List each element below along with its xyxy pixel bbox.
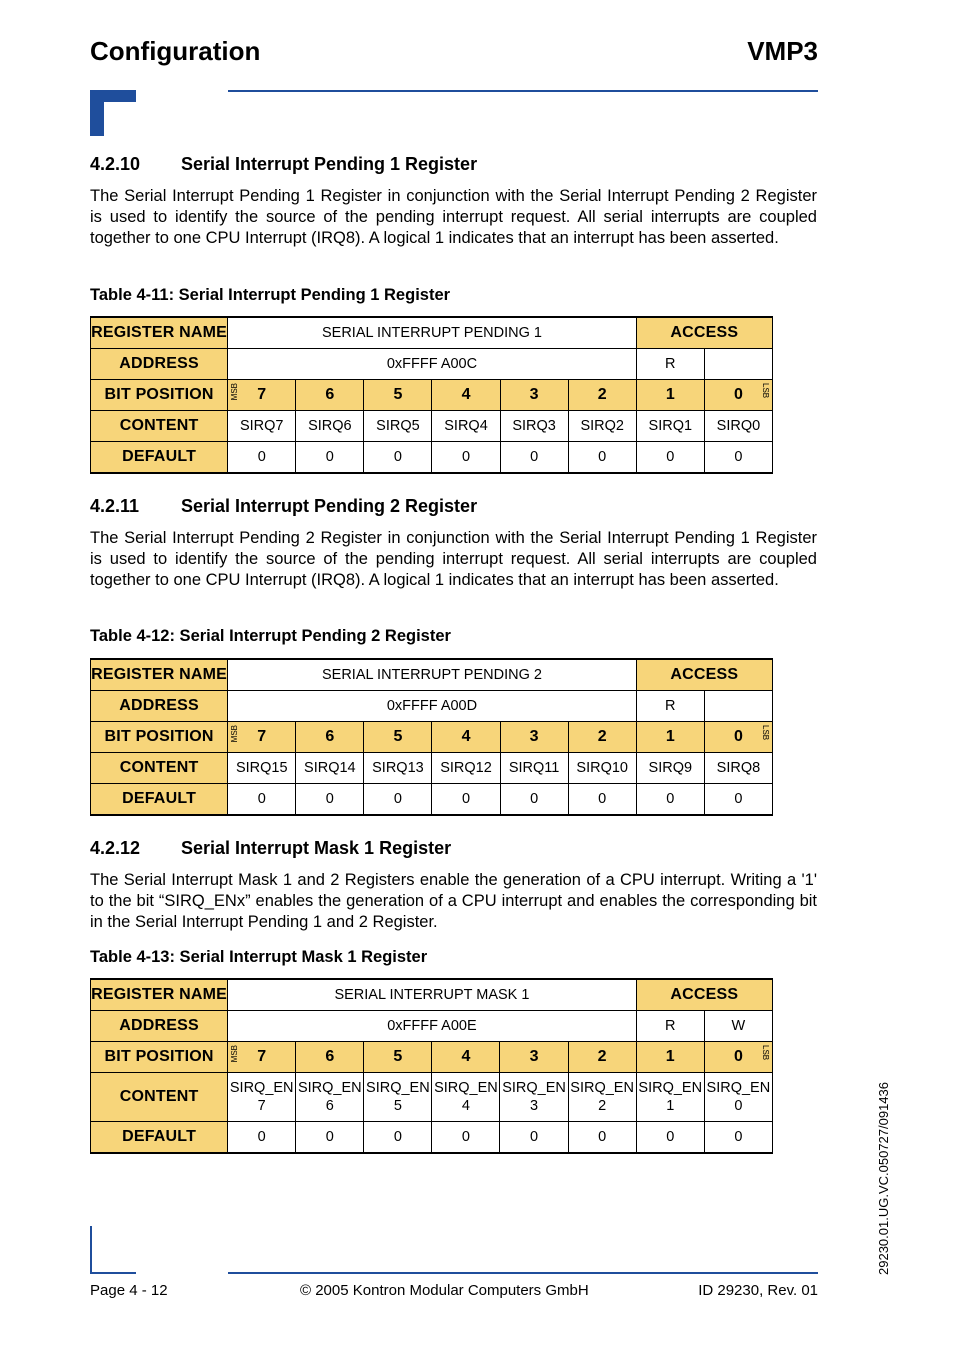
- section-title: Serial Interrupt Pending 2 Register: [181, 496, 478, 516]
- address-value: 0xFFFF A00E: [228, 1011, 637, 1042]
- default-cell: 0: [364, 442, 432, 474]
- default-cell: 0: [364, 784, 432, 816]
- bit-position-cell: [228, 380, 296, 411]
- access-label: ACCESS: [636, 659, 772, 691]
- table-caption: Table 4-11: Serial Interrupt Pending 1 Register: [90, 286, 451, 304]
- access-label: ACCESS: [636, 317, 772, 349]
- bit-number: 5: [393, 386, 403, 403]
- bit-position-label: BIT POSITION: [91, 1042, 228, 1073]
- bit-number: 6: [325, 1048, 335, 1065]
- top-divider: [228, 90, 818, 92]
- content-label: CONTENT: [91, 1073, 228, 1122]
- bit-position-cell: [636, 1042, 704, 1073]
- bit-position-cell: [296, 1042, 364, 1073]
- bit-position-cell: [500, 380, 568, 411]
- section-title: Serial Interrupt Pending 1 Register: [181, 154, 478, 174]
- lsb-marker: LSB: [761, 725, 770, 741]
- access-write: W: [704, 1011, 772, 1042]
- msb-marker: MSB: [230, 1045, 240, 1063]
- bit-number: 0: [733, 386, 743, 403]
- default-cell: 0: [296, 1122, 364, 1154]
- register-name-value: SERIAL INTERRUPT PENDING 2: [228, 659, 637, 691]
- default-cell: 0: [704, 442, 772, 474]
- bit-number: 0: [733, 728, 743, 745]
- corner-bracket-icon: [90, 90, 136, 136]
- bit-position-cell: [568, 722, 636, 753]
- lsb-marker: LSB: [761, 383, 770, 399]
- default-cell: 0: [432, 442, 500, 474]
- footer-copyright: © 2005 Kontron Modular Computers GmbH: [300, 1282, 589, 1299]
- address-label: ADDRESS: [91, 691, 228, 722]
- bit-number: 1: [665, 386, 675, 403]
- bit-position-cell: [704, 722, 772, 753]
- bit-position-cell: [296, 380, 364, 411]
- content-cell: SIRQ1: [636, 411, 704, 442]
- default-label: DEFAULT: [91, 1122, 228, 1154]
- default-cell: 0: [432, 1122, 500, 1154]
- default-label: DEFAULT: [91, 442, 228, 474]
- bit-number: 4: [461, 386, 471, 403]
- default-cell: 0: [568, 1122, 636, 1154]
- default-cell: 0: [500, 1122, 568, 1154]
- content-cell: SIRQ15: [228, 753, 296, 784]
- address-value: 0xFFFF A00D: [228, 691, 637, 722]
- content-cell: SIRQ14: [296, 753, 364, 784]
- bit-number: 3: [529, 1048, 539, 1065]
- default-cell: 0: [500, 784, 568, 816]
- bit-number: 2: [597, 728, 607, 745]
- footer-doc-id: ID 29230, Rev. 01: [698, 1282, 818, 1299]
- content-cell: SIRQ13: [364, 753, 432, 784]
- bit-position-cell: [704, 380, 772, 411]
- content-cell: SIRQ3: [500, 411, 568, 442]
- bit-number: 4: [461, 1048, 471, 1065]
- header-product-name: VMP3: [747, 36, 818, 66]
- bit-position-cell: [364, 380, 432, 411]
- address-value: 0xFFFF A00C: [228, 349, 637, 380]
- register-name-label: REGISTER NAME: [91, 317, 228, 349]
- bit-position-cell: [228, 1042, 296, 1073]
- footer-page-number: Page 4 - 12: [90, 1282, 168, 1299]
- content-cell: SIRQ7: [228, 411, 296, 442]
- section-heading: [90, 496, 477, 517]
- content-cell: SIRQ_EN 2: [568, 1073, 636, 1122]
- bit-number: 7: [257, 728, 267, 745]
- content-label: CONTENT: [91, 753, 228, 784]
- bit-position-cell: [636, 722, 704, 753]
- content-cell: SIRQ4: [432, 411, 500, 442]
- bit-number: 6: [325, 386, 335, 403]
- section-heading: [90, 154, 477, 175]
- bit-position-label: BIT POSITION: [91, 380, 228, 411]
- content-cell: SIRQ_EN 4: [432, 1073, 500, 1122]
- register-name-label: REGISTER NAME: [91, 979, 228, 1011]
- access-write: [704, 349, 772, 380]
- bit-position-cell: [296, 722, 364, 753]
- table-caption: Table 4-12: Serial Interrupt Pending 2 Register: [90, 627, 451, 645]
- default-cell: 0: [364, 1122, 432, 1154]
- lsb-marker: LSB: [761, 1045, 770, 1061]
- bit-position-cell: [364, 1042, 432, 1073]
- content-cell: SIRQ6: [296, 411, 364, 442]
- content-cell: SIRQ_EN 6: [296, 1073, 364, 1122]
- bit-position-cell: [432, 380, 500, 411]
- content-cell: SIRQ_EN 0: [704, 1073, 772, 1122]
- access-label: ACCESS: [636, 979, 772, 1011]
- bit-position-cell: [364, 722, 432, 753]
- bit-position-cell: [704, 1042, 772, 1073]
- content-cell: SIRQ0: [704, 411, 772, 442]
- bit-position-cell: [500, 722, 568, 753]
- bit-number: 5: [393, 728, 403, 745]
- content-cell: SIRQ_EN 1: [636, 1073, 704, 1122]
- bit-position-cell: [568, 1042, 636, 1073]
- address-label: ADDRESS: [91, 1011, 228, 1042]
- register-name-value: SERIAL INTERRUPT PENDING 1: [228, 317, 637, 349]
- header-section-title: Configuration: [90, 36, 261, 66]
- address-label: ADDRESS: [91, 349, 228, 380]
- bit-position-cell: [432, 1042, 500, 1073]
- content-cell: SIRQ8: [704, 753, 772, 784]
- section-title: Serial Interrupt Mask 1 Register: [181, 838, 452, 858]
- msb-marker: MSB: [230, 725, 240, 743]
- content-cell: SIRQ_EN 3: [500, 1073, 568, 1122]
- default-cell: 0: [636, 1122, 704, 1154]
- default-cell: 0: [500, 442, 568, 474]
- content-cell: SIRQ_EN 5: [364, 1073, 432, 1122]
- bit-position-cell: [636, 380, 704, 411]
- bit-number: 6: [325, 728, 335, 745]
- section-paragraph: The Serial Interrupt Mask 1 and 2 Registers enable the generation of a CPU interrupt. Writing a '1' to the bit “SIRQ_ENx” enables the generation of a CPU interrupt and enables the corresponding bit in the Serial Interrupt Pending 1 and 2 Register.: [90, 871, 817, 931]
- bit-position-cell: [228, 722, 296, 753]
- default-cell: 0: [704, 784, 772, 816]
- bit-number: 5: [393, 1048, 403, 1065]
- default-cell: 0: [296, 784, 364, 816]
- bit-number: 3: [529, 386, 539, 403]
- content-cell: SIRQ2: [568, 411, 636, 442]
- table-caption: Table 4-13: Serial Interrupt Mask 1 Register: [90, 948, 428, 966]
- bottom-bracket-icon: [90, 1226, 136, 1274]
- bit-number: 2: [597, 386, 607, 403]
- bit-position-label: BIT POSITION: [91, 722, 228, 753]
- msb-marker: MSB: [230, 383, 240, 401]
- bit-number: 7: [257, 386, 267, 403]
- bit-position-cell: [568, 380, 636, 411]
- side-document-id: 29230.01.UG.VC.050727/091436: [876, 1082, 891, 1275]
- bit-position-cell: [432, 722, 500, 753]
- section-heading: [90, 838, 451, 859]
- access-read: R: [636, 691, 704, 722]
- default-cell: 0: [228, 1122, 296, 1154]
- register-name-label: REGISTER NAME: [91, 659, 228, 691]
- content-cell: SIRQ12: [432, 753, 500, 784]
- section-number: 4.2.12: [90, 838, 141, 858]
- access-read: R: [636, 349, 704, 380]
- default-cell: 0: [568, 784, 636, 816]
- section-paragraph: The Serial Interrupt Pending 1 Register in conjunction with the Serial Interrupt Pending 2 Register is used to identify the source of the pending interrupt request. All serial interrupts are coupled together to one CPU Interrupt (IRQ8). A logical 1 indicates that an interrupt has been asserted.: [90, 187, 817, 247]
- section-number: 4.2.11: [90, 496, 140, 516]
- bit-number: 1: [665, 1048, 675, 1065]
- content-cell: SIRQ11: [500, 753, 568, 784]
- bottom-divider: [228, 1272, 818, 1274]
- section-paragraph: The Serial Interrupt Pending 2 Register in conjunction with the Serial Interrupt Pending 1 Register is used to identify the source of the pending interrupt request. All serial interrupts are coupled together to one CPU Interrupt (IRQ8). A logical 1 indicates that an interrupt has been asserted.: [90, 529, 817, 589]
- bit-number: 4: [461, 728, 471, 745]
- default-cell: 0: [568, 442, 636, 474]
- content-cell: SIRQ_EN 7: [228, 1073, 296, 1122]
- section-number: 4.2.10: [90, 154, 141, 174]
- register-name-value: SERIAL INTERRUPT MASK 1: [228, 979, 637, 1011]
- default-cell: 0: [636, 442, 704, 474]
- default-cell: 0: [636, 784, 704, 816]
- content-cell: SIRQ5: [364, 411, 432, 442]
- access-read: R: [636, 1011, 704, 1042]
- bit-number: 0: [733, 1048, 743, 1065]
- register-table: [90, 658, 773, 816]
- content-cell: SIRQ9: [636, 753, 704, 784]
- register-table: [90, 978, 773, 1154]
- default-cell: 0: [432, 784, 500, 816]
- default-cell: 0: [704, 1122, 772, 1154]
- default-cell: 0: [228, 784, 296, 816]
- content-label: CONTENT: [91, 411, 228, 442]
- bit-position-cell: [500, 1042, 568, 1073]
- access-write: [704, 691, 772, 722]
- default-cell: 0: [228, 442, 296, 474]
- register-table: [90, 316, 773, 474]
- bit-number: 7: [257, 1048, 267, 1065]
- bit-number: 2: [597, 1048, 607, 1065]
- default-label: DEFAULT: [91, 784, 228, 816]
- bit-number: 1: [665, 728, 675, 745]
- content-cell: SIRQ10: [568, 753, 636, 784]
- default-cell: 0: [296, 442, 364, 474]
- bit-number: 3: [529, 728, 539, 745]
